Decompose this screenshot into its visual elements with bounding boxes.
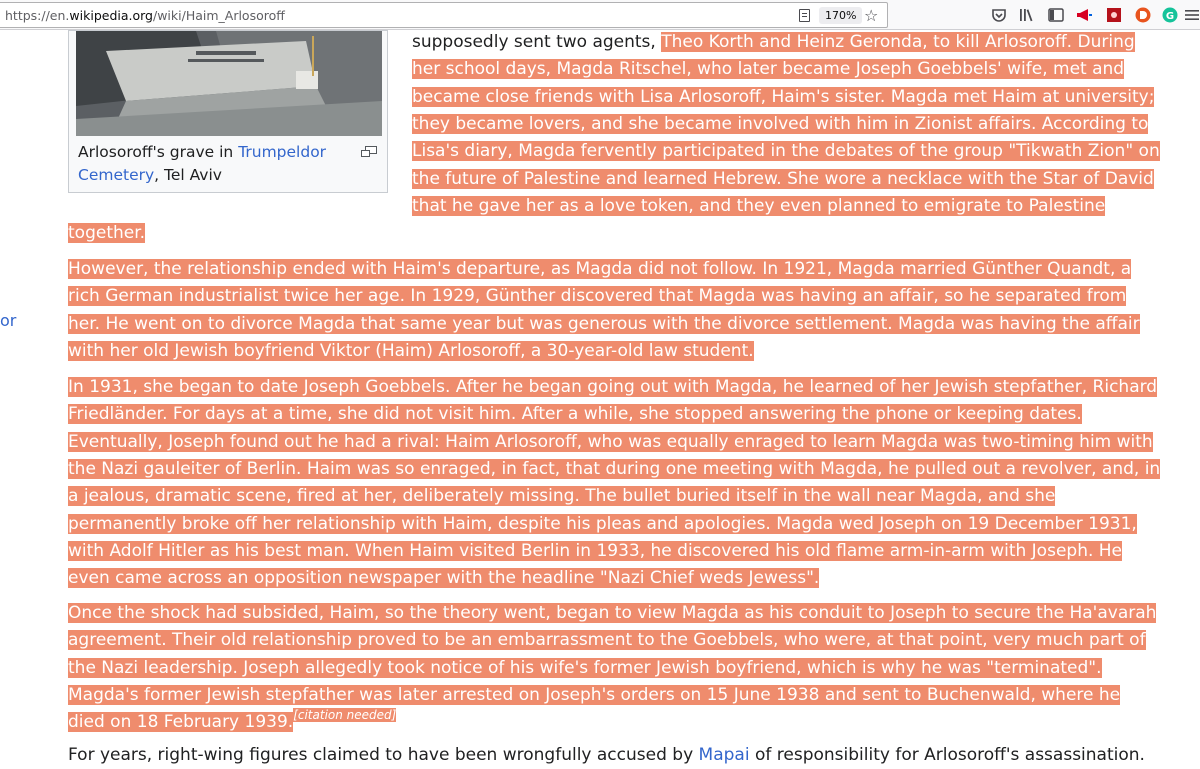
text-line [412,29,1135,56]
highlighted-text: the Nazi leadership. Joseph allegedly took notice of his wife's former Jewish boyfriend, which is why he was "terminated". [68,657,1102,678]
reader-view-icon[interactable] [799,9,810,22]
browser-toolbar [0,0,1200,30]
cemetery-link[interactable]: Cemetery [78,166,155,184]
extension-orange-icon[interactable] [1133,5,1153,25]
highlighted-text: they became lovers, and she became involved with him in Zionist affairs. According to [412,113,1149,134]
highlighted-text: with her old Jewish boyfriend Viktor (Haim) Arlosoroff, a 30-year-old law student. [68,340,754,361]
p5-text: For years, right-wing figures claimed to have been wrongfully accused by [68,745,699,765]
extension-red-icon[interactable] [1104,5,1124,25]
zoom-level-button[interactable]: 170% [819,7,862,24]
line-text: supposedly sent two agents, [412,32,662,52]
text-line [68,655,1102,682]
text-line [68,627,1146,654]
highlighted-text: rich German industrialist twice her age. In 1929, Günther discovered that Magda was having an affair, so he separated from [68,286,1127,307]
url-host: wikipedia.org [69,8,153,23]
highlighted-text: a jealous, dramatic scene, fired at her, deliberately missing. The bullet buried itself in the wall near Magda, and she [68,486,1056,507]
highlighted-text: died on 18 February 1939. [68,712,294,733]
sidebar-icon[interactable] [1046,5,1066,25]
megaphone-icon[interactable] [1074,5,1094,25]
text-line [68,709,396,737]
highlighted-text: even came across an opposition newspaper with the headline "Nazi Chief weds Jewess". [68,568,820,589]
text-line [68,429,1153,456]
url-bar[interactable] [0,2,888,28]
highlighted-text: Friedländer. For days at a time, she did not visit him. After a while, she stopped answering the phone or keeping dates. [68,404,1082,425]
text-line [68,338,754,365]
text-line [68,256,1131,283]
overflow-menu-icon[interactable] [1183,5,1200,25]
text-line [68,483,1055,510]
url-path: /wiki/Haim_Arlosoroff [152,8,285,23]
caption-location: , Tel Aviv [154,166,222,184]
highlighted-text: together. [68,223,146,244]
text-line [68,374,1157,401]
text-line [412,84,1154,111]
p5-text-end: of responsibility for Arlosoroff's assassination. [749,745,1145,765]
svg-text:G: G [1165,11,1175,22]
text-line [412,138,1160,165]
url-prefix: https://en. [5,8,70,23]
text-line [68,511,1137,538]
extension-green-icon[interactable] [1160,5,1180,25]
highlighted-text: permanently broke off her relationship with Haim, despite his pleas and apologies. Magda wed Joseph on 19 December 1931, [68,513,1137,534]
highlighted-text: her. He went on to divorce Magda that same year but was generous with the divorce settlement. Magda was having the affair [68,313,1140,334]
enlarge-icon[interactable] [361,143,377,155]
text-line [68,401,1082,428]
text-line [68,682,1120,709]
highlighted-text: agreement. Their old relationship proved to be an embarrassment to the Goebbels, who were, at that point, very much part of [68,630,1146,651]
highlighted-text: the future of Palestine and learned Hebrew. She wore a necklace with the Star of David [412,168,1154,189]
text-line [68,311,1140,338]
highlighted-text: the Nazi gauleiter of Berlin. Haim was so enraged, in fact, that during one meeting with Magda, he pulled out a revolver, and, in [68,458,1161,479]
text-line [412,111,1148,138]
text-line [68,600,1156,627]
text-line [68,456,1160,483]
text-line [68,283,1126,310]
text-line [68,538,1122,565]
text-line [412,166,1154,193]
citation-needed-link[interactable]: [citation needed] [293,708,397,723]
highlighted-text: Lisa's diary, Magda fervently participated in the debates of the group "Tikwath Zion" on [412,141,1160,162]
trumpeldor-link[interactable]: Trumpeldor [238,143,327,161]
pocket-icon[interactable] [989,5,1009,25]
bookmark-star-icon[interactable]: ☆ [864,6,879,25]
text-line [412,56,1124,83]
text-line [68,565,819,592]
figure-caption [78,141,378,187]
sidebar-link-fragment[interactable]: or [0,311,17,330]
grave-figure [68,30,388,193]
text-line [68,220,145,247]
highlighted-text: Magda's former Jewish stepfather was later arrested on Joseph's orders on 15 June 1938 and sent to Buchenwald, where he [68,684,1121,705]
highlighted-text: her school days, Magda Ritschel, who later became Joseph Goebbels' wife, met and [412,59,1125,80]
highlighted-text: Eventually, Joseph found out he had a rival: Haim Arlosoroff, who was equally enraged to learn Magda was two-timing him with [68,431,1153,452]
highlighted-text: However, the relationship ended with Haim's departure, as Magda did not follow. In 1921, Magda married Günther Quandt, a [68,259,1132,279]
text-line [412,193,1105,220]
grave-photo[interactable] [76,31,382,136]
caption-text: Arlosoroff's grave in [78,143,239,161]
highlighted-text: became close friends with Lisa Arlosoroff, Haim's sister. Magda met Haim at university; [412,86,1155,107]
highlighted-text: In 1931, she began to date Joseph Goebbels. After he began going out with Magda, he learned of her Jewish stepfather, Richard [68,377,1158,397]
mapai-link[interactable]: Mapai [698,745,750,765]
url-text[interactable] [5,8,285,23]
highlighted-text: Once the shock had subsided, Haim, so the theory went, began to view Magda as his conduit to Joseph to secure the Ha'avarah [68,603,1157,623]
library-icon[interactable] [1017,5,1037,25]
paragraph-5 [68,742,1145,769]
highlighted-text: that he gave her as a love token, and they even planned to emigrate to Palestine [412,195,1106,216]
highlighted-text: with Adolf Hitler as his best man. When Haim visited Berlin in 1933, he discovered his old flame arm-in-arm with Joseph. He [68,540,1123,561]
highlighted-text: Theo Korth and Heinz Geronda, to kill Arlosoroff. During [661,32,1135,52]
